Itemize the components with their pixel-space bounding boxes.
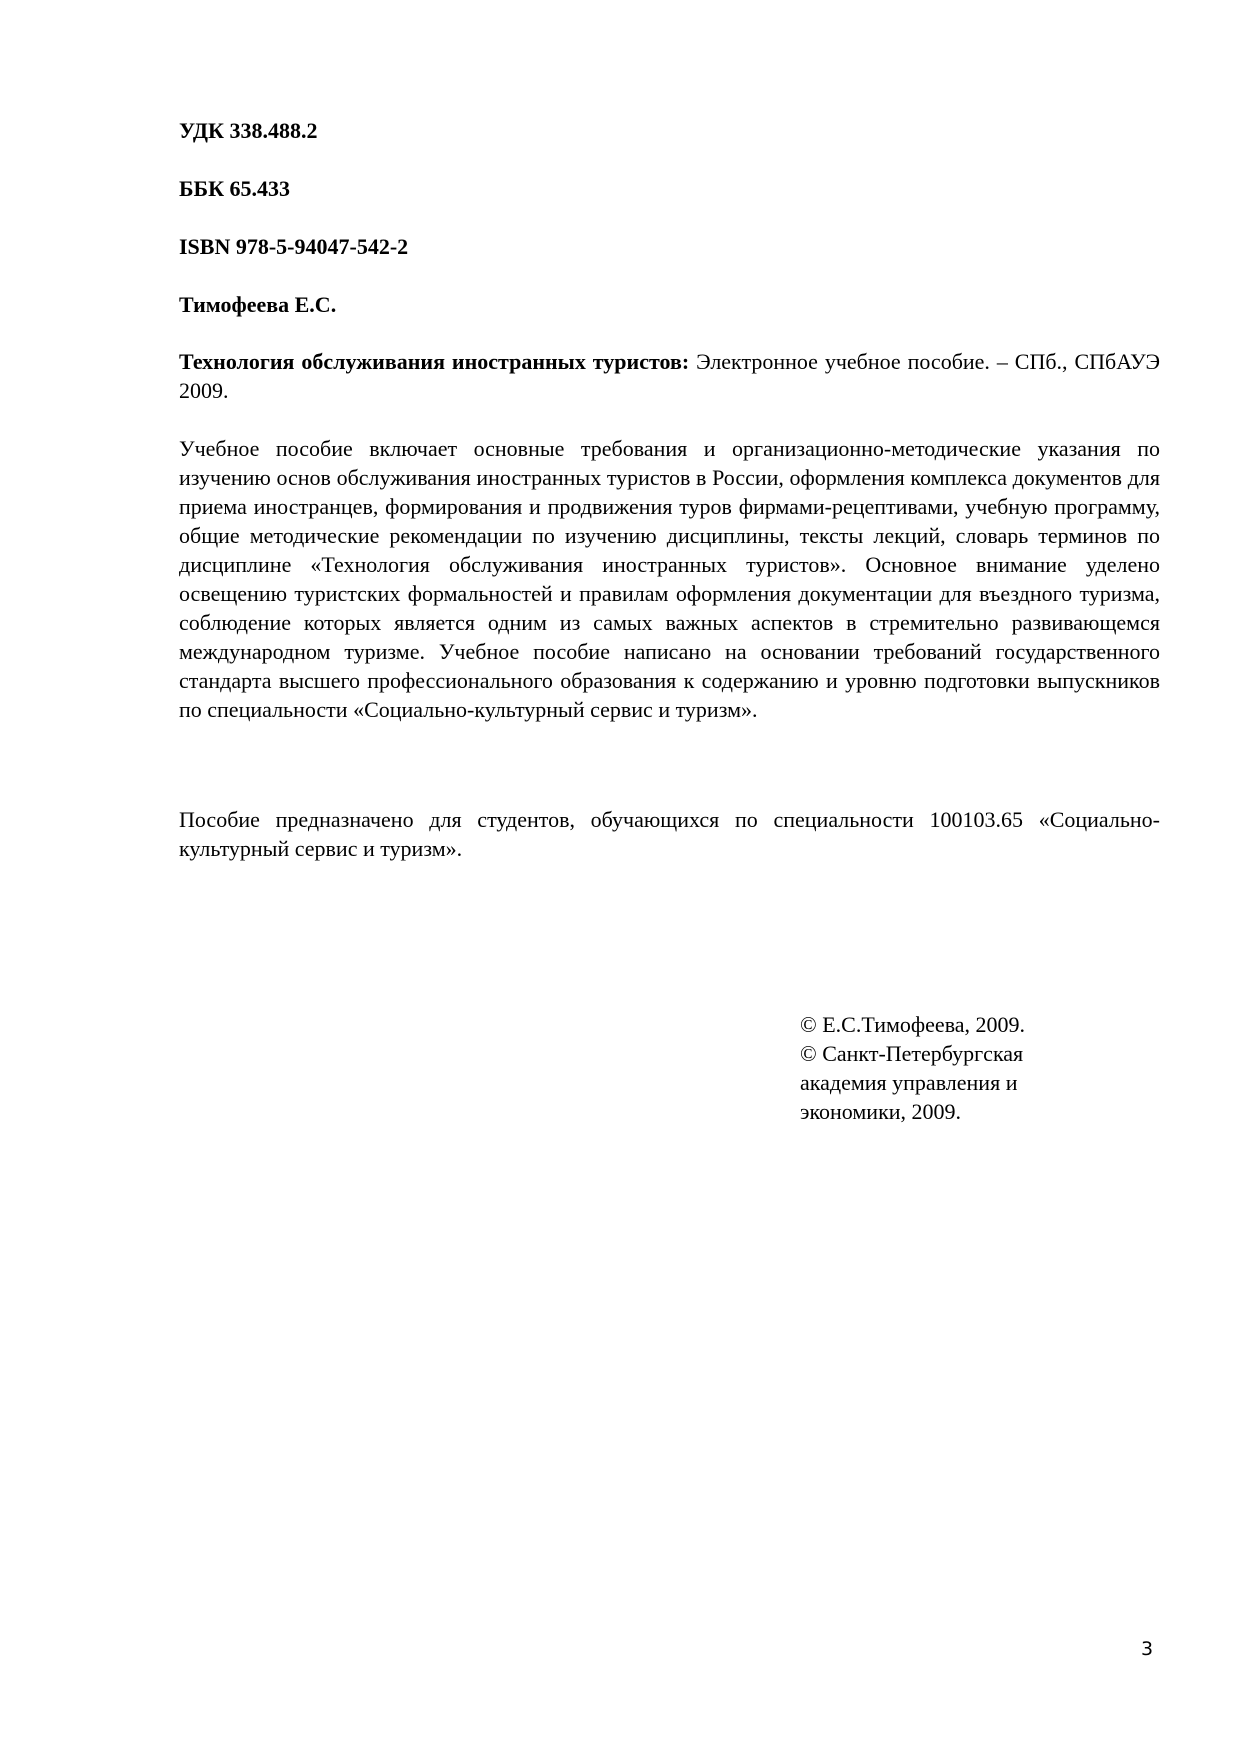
copyright-line: © Санкт-Петербургская xyxy=(800,1041,1024,1066)
copyright-block xyxy=(800,1010,1100,1126)
copyright-line: академия управления и xyxy=(800,1070,1018,1095)
book-title: Технология обслуживания иностранных туристов: xyxy=(179,349,690,374)
copyright-line: экономики, 2009. xyxy=(800,1099,962,1124)
page-number: 3 xyxy=(1141,1638,1154,1660)
isbn-code: ISBN 978-5-94047-542-2 xyxy=(179,234,409,259)
abstract-paragraph: Учебное пособие включает основные требования и организационно-методические указания по изучению основ обслуживания иностранных туристов в России, оформления комплекса документов для приема иностранцев, формирования и продвижения туров фирмами-рецептивами, учебную программу, общие методические рекомендации по изучению дисциплины, тексты лекций, словарь терминов по дисциплине «Технология обслуживания иностранных туристов». Основное внимание уделено освещению туристских формальностей и правилам оформления документации для въездного туризма, соблюдение которых является одним из самых важных аспектов в стремительно развивающемся международном туризме. Учебное пособие написано на основании требований государственного стандарта высшего профессионального образования к содержанию и уровню подготовки выпускников по специальности «Социально-культурный сервис и туризм». xyxy=(179,436,1160,722)
copyright-line: © Е.С.Тимофеева, 2009. xyxy=(800,1012,1026,1037)
bbk-code: ББК 65.433 xyxy=(179,176,291,201)
author-name: Тимофеева Е.С. xyxy=(179,292,337,317)
bibliographic-entry xyxy=(179,347,1160,405)
book-description: Электронное учебное пособие. – СПб., СПбАУЭ 2009. xyxy=(179,349,1160,403)
audience-paragraph: Пособие предназначено для студентов, обучающихся по специальности 100103.65 «Социально-культурный сервис и туризм». xyxy=(179,807,1160,861)
udk-code: УДК 338.488.2 xyxy=(179,118,318,143)
